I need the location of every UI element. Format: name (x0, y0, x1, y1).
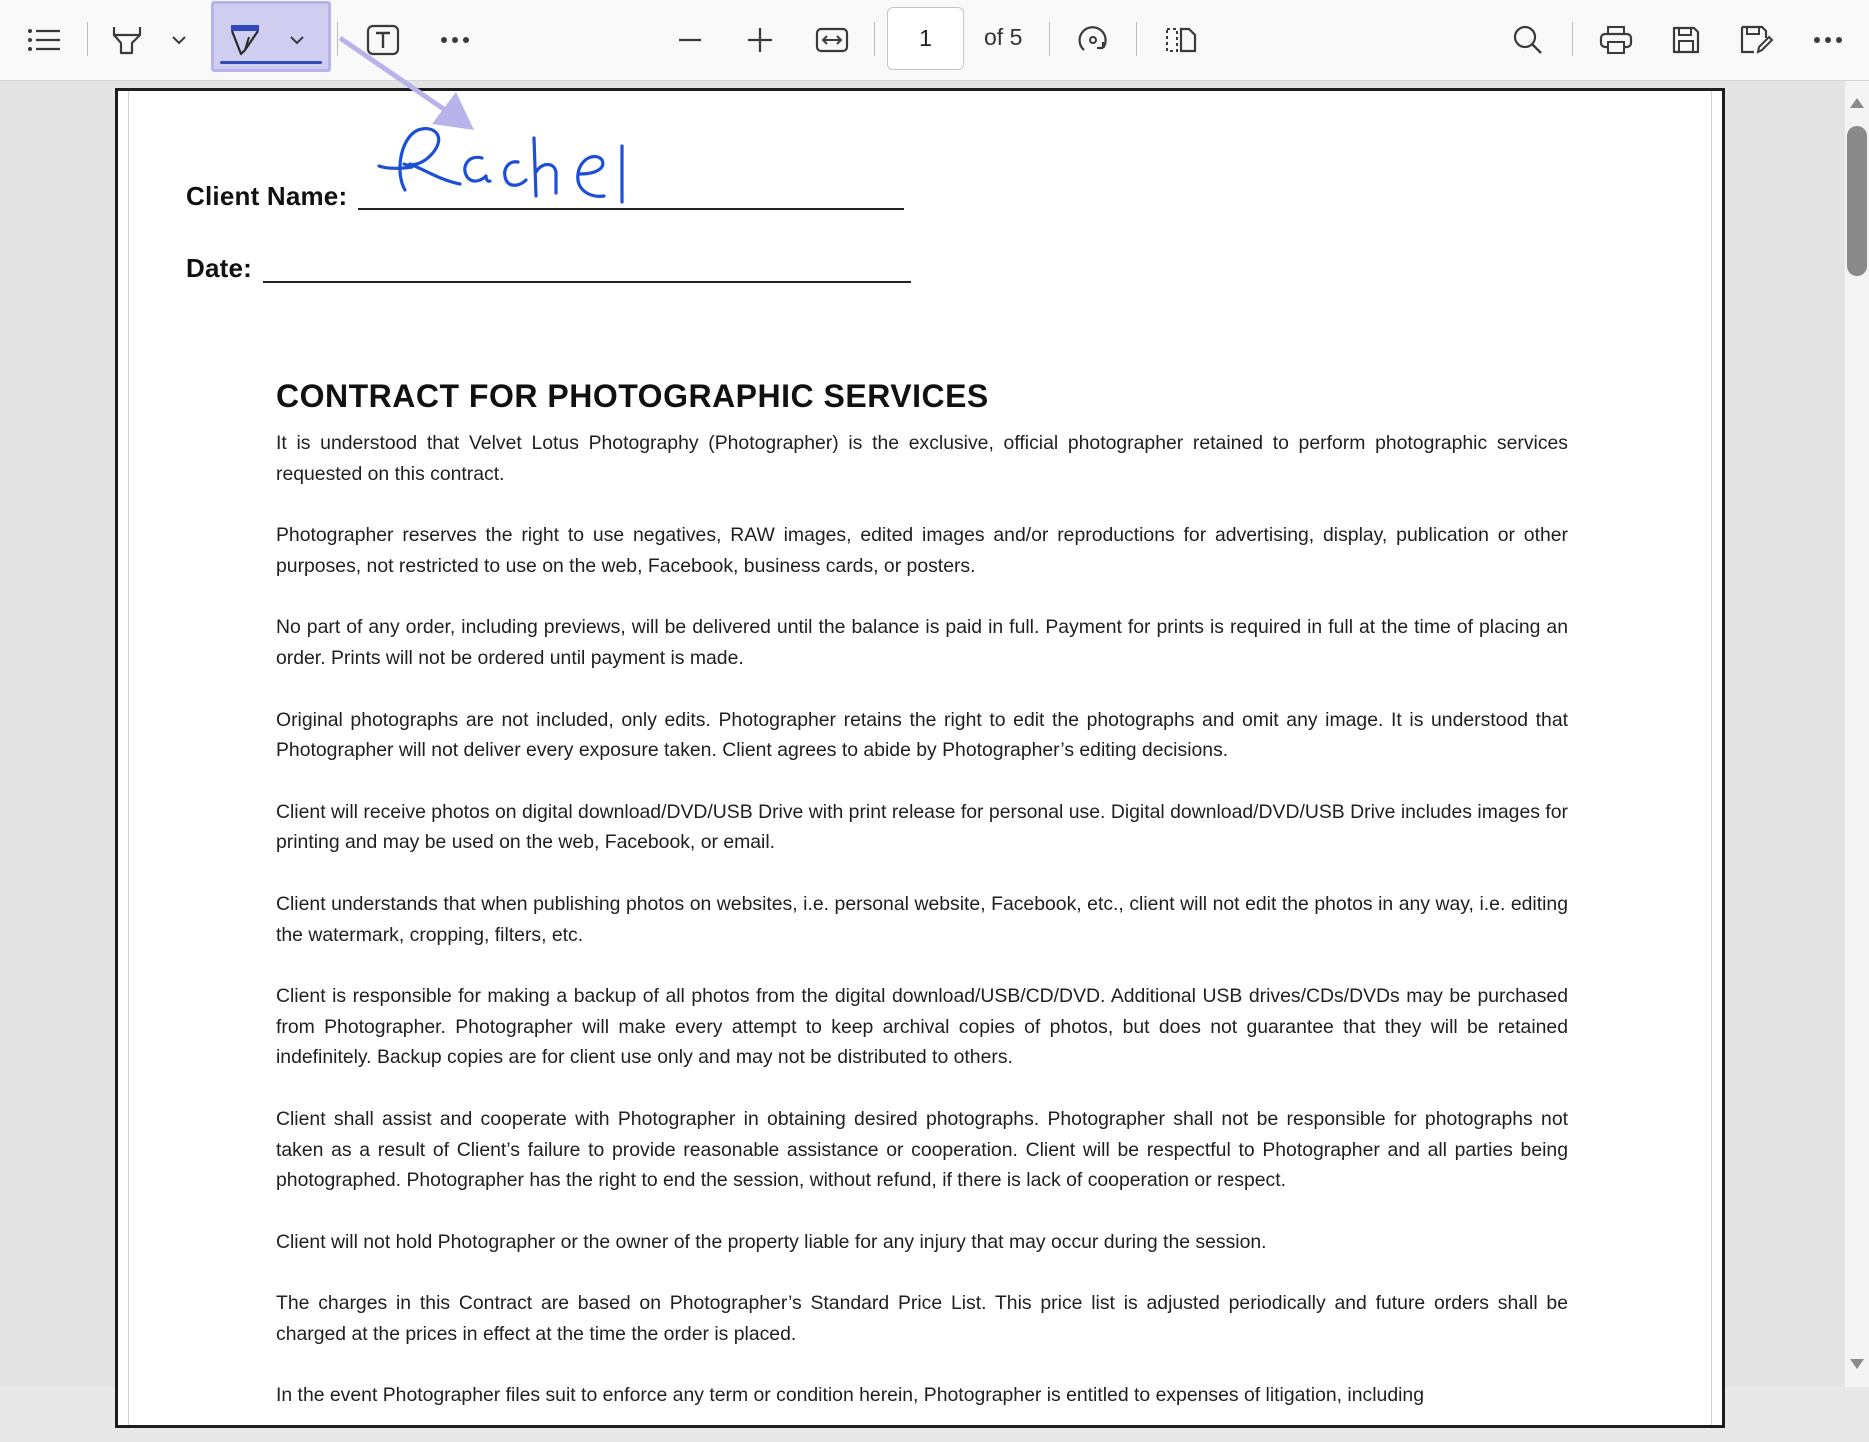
contract-body (276, 428, 1568, 1442)
page-view-icon[interactable] (1158, 12, 1202, 68)
document-viewport[interactable] (0, 81, 1845, 1407)
toolbar-divider (1049, 22, 1050, 56)
zoom-out-icon[interactable] (668, 12, 712, 68)
paragraph: No part of any order, including previews, will be delivered until the balance is paid in full. Payment for prints is required in full at the time of placing an order. Prints will not be ordered until payment is made. (276, 616, 1568, 669)
client-name-label: Client Name: (186, 181, 348, 211)
rotate-icon[interactable] (1071, 12, 1115, 68)
date-line[interactable] (263, 281, 911, 283)
text-box-icon[interactable] (362, 12, 404, 68)
toolbar-divider (1136, 22, 1137, 56)
save-icon[interactable] (1664, 12, 1708, 68)
paragraph: Client shall assist and cooperate with Photographer in obtaining desired photographs. Photographer shall not be responsible for photographs not taken as a result of Client’s failure to provide reasonable assistance or cooperation. Client will be respectful to Photographer and all parties being photographed. Photographer has the right to end the session, without refund, if there is lack of cooperation or respect. (276, 1107, 1568, 1192)
document-title: CONTRACT FOR PHOTOGRAPHIC SERVICES (276, 378, 989, 414)
print-icon[interactable] (1594, 12, 1638, 68)
more-icon[interactable] (434, 12, 476, 68)
chevron-down-icon[interactable] (166, 12, 192, 68)
scroll-up-icon[interactable] (1847, 93, 1867, 113)
save-as-icon[interactable] (1734, 12, 1778, 68)
paragraph: Client is responsible for making a backup of all photos from the digital download/USB/CD/DVD. Additional USB drives/CDs/DVDs may be purchased from Photographer. Photographer will make every attempt to keep archival copies of photos, but does not guarantee that they will be retained indefinitely. Backup copies are for client use only and may not be distributed to others. (276, 985, 1568, 1069)
fit-width-icon[interactable] (810, 12, 854, 68)
zoom-in-icon[interactable] (738, 12, 782, 68)
toolbar (0, 0, 1869, 81)
paragraph: Client understands that when publishing photos on websites, i.e. personal website, Facebook, etc., client will not edit the photos in any way, i.e. editing the watermark, cropping, filters, etc. (276, 892, 1568, 946)
date-label: Date: (186, 253, 253, 283)
paragraph: Original photographs are not included, only edits. Photographer retains the right to edit the photographs and omit any image. It is understood that Photographer will not deliver every exposure taken. Client agrees to abide by Photographer’s editing decisions. (276, 708, 1568, 762)
paragraph: Client will receive photos on digital download/DVD/USB Drive with print release for personal use. Digital download/DVD/USB Drive includes images for printing and may be used on the web, Facebook, or email. (276, 800, 1568, 854)
scrollbar-thumb[interactable] (1847, 126, 1867, 276)
toolbar-divider (337, 22, 338, 56)
highlighter-icon[interactable] (106, 12, 148, 68)
pdf-page[interactable] (115, 88, 1725, 1428)
toolbar-divider (1572, 22, 1573, 56)
handwritten-signature[interactable] (370, 118, 640, 223)
paragraph: The charges in this Contract are based on Photographer’s Standard Price List. This price list is adjusted periodically and future orders shall be charged at the prices in effect at the time the order is placed. (276, 1292, 1568, 1345)
paragraph: It is understood that Velvet Lotus Photography (Photographer) is the exclusive, official photographer retained to perform photographic services requested on this contract. (276, 432, 1568, 485)
toolbar-divider (874, 22, 875, 56)
page-number-input[interactable]: 1 (887, 7, 964, 70)
paragraph: In the event Photographer files suit to enforce any term or condition herein, Photographer is entitled to expenses of litigation, including (276, 1384, 1424, 1407)
vertical-scrollbar[interactable] (1845, 81, 1869, 1387)
paragraph: Photographer reserves the right to use negatives, RAW images, edited images and/or reproductions for advertising, display, publication or other purposes, not restricted to use on the web, Facebook, business cards, or posters. (276, 524, 1568, 577)
pen-draw-icon[interactable] (224, 12, 266, 68)
search-icon[interactable] (1506, 12, 1550, 68)
chevron-down-icon[interactable] (284, 12, 310, 68)
scroll-down-icon[interactable] (1847, 1354, 1867, 1374)
list-icon[interactable] (22, 12, 66, 68)
paragraph: Client will not hold Photographer or the owner of the property liable for any injury that may occur during the session. (276, 1230, 1267, 1253)
toolbar-divider (87, 22, 88, 56)
page-count-label: of 5 (984, 24, 1023, 50)
more-icon[interactable] (1806, 12, 1850, 68)
